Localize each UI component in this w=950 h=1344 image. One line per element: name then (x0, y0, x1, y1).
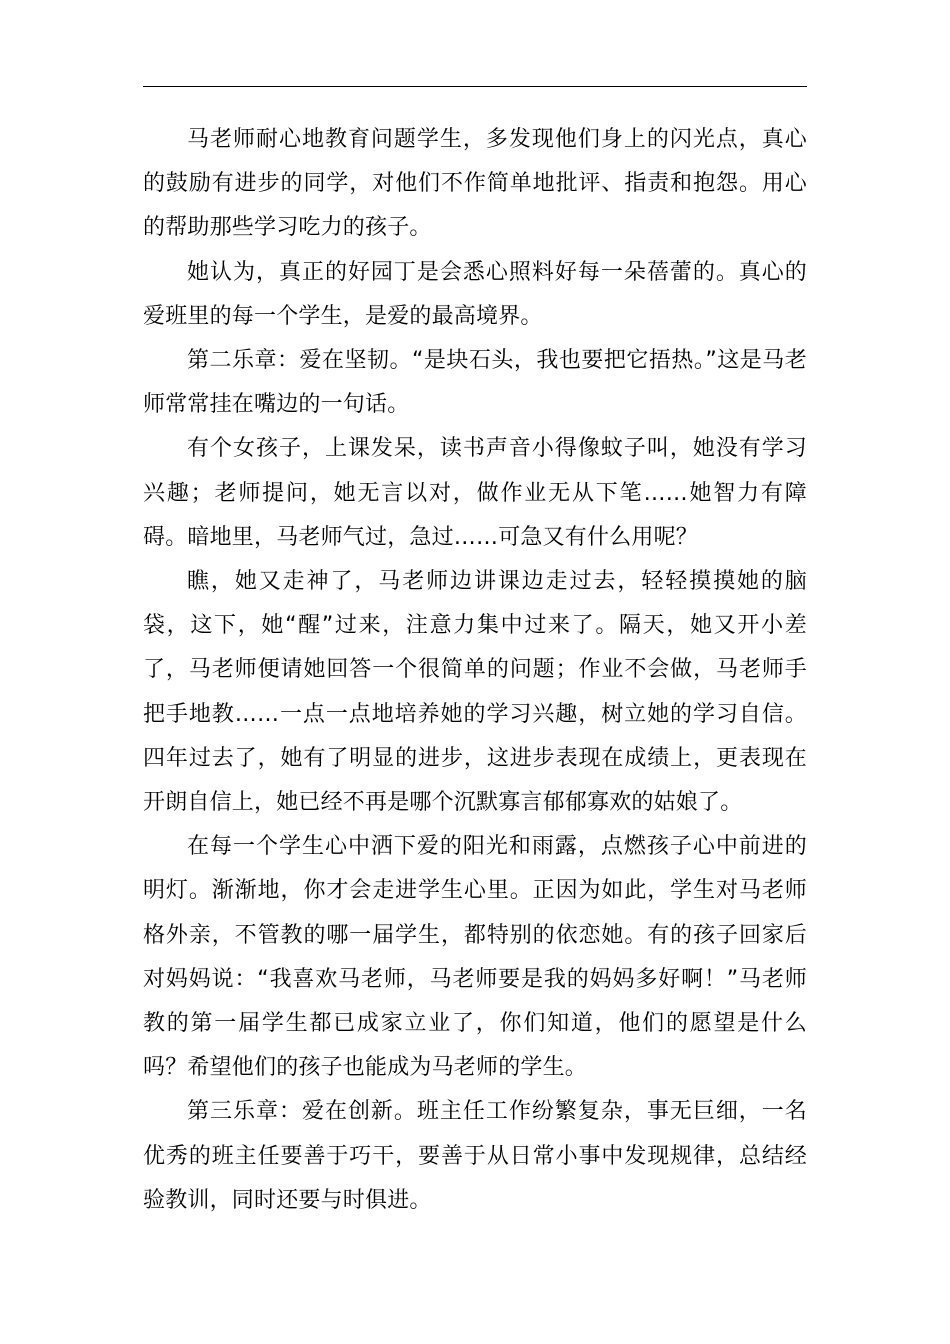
paragraph: 瞧，她又走神了，马老师边讲课边走过去，轻轻摸摸她的脑袋，这下，她“醒”过来，注意力集中过来了。隔天，她又开小差了，马老师便请她回答一个很简单的问题；作业不会做，马老师手把手地教……一点一点地培养她的学习兴趣，树立她的学习自信。四年过去了，她有了明显的进步，这进步表现在成绩上，更表现在开朗自信上，她已经不再是哪个沉默寡言郁郁寡欢的姑娘了。 (143, 569, 807, 816)
paragraph: 第三乐章：爱在创新。班主任工作纷繁复杂，事无巨细，一名优秀的班主任要善于巧干，要善于从日常小事中发现规律，总结经验教训，同时还要与时俱进。 (143, 1099, 807, 1213)
paragraph: 有个女孩子，上课发呆，读书声音小得像蚊子叫，她没有学习兴趣；老师提问，她无言以对，做作业无从下笔……她智力有障碍。暗地里，马老师气过，急过……可急又有什么用呢？ (143, 436, 807, 550)
paragraph: 在每一个学生心中洒下爱的阳光和雨露，点燃孩子心中前进的明灯。渐渐地，你才会走进学生心里。正因为如此，学生对马老师格外亲，不管教的哪一届学生，都特别的依恋她。有的孩子回家后对妈妈说：“我喜欢马老师，马老师要是我的妈妈多好啊！”马老师教的第一届学生都已成家立业了，你们知道，他们的愿望是什么吗？希望他们的孩子也能成为马老师的学生。 (143, 834, 807, 1081)
paragraph: 她认为，真正的好园丁是会悉心照料好每一朵蓓蕾的。真心的爱班里的每一个学生，是爱的最高境界。 (143, 259, 807, 329)
paragraph: 马老师耐心地教育问题学生，多发现他们身上的闪光点，真心的鼓励有进步的同学，对他们不作简单地批评、指责和抱怨。用心的帮助那些学习吃力的孩子。 (143, 127, 807, 241)
paragraph: 第二乐章：爱在坚韧。“是块石头，我也要把它捂热。”这是马老师常常挂在嘴边的一句话。 (143, 348, 807, 418)
article-body (143, 118, 807, 1223)
header-rule (143, 86, 807, 87)
